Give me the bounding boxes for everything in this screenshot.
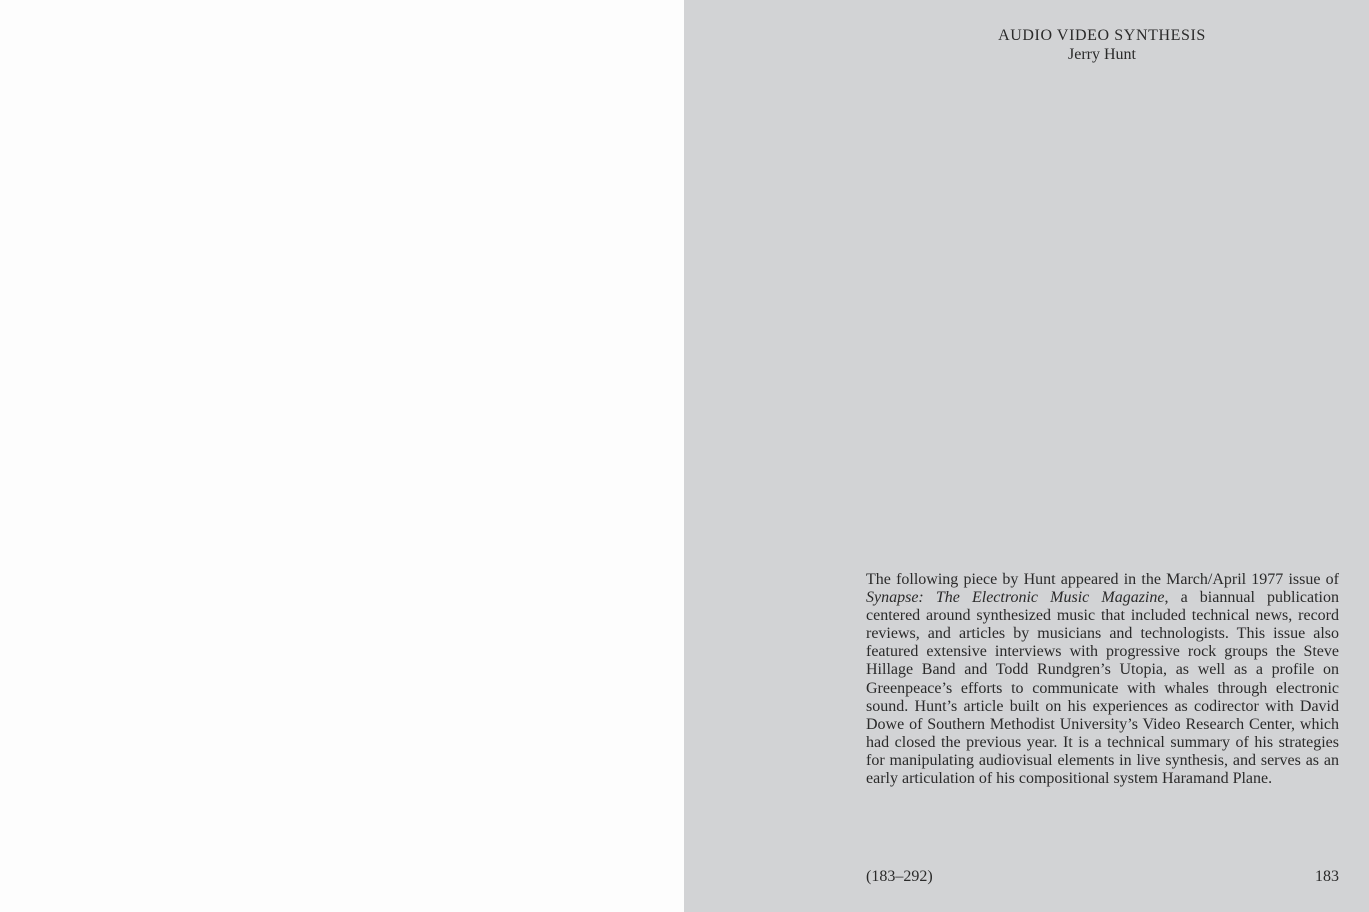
article-author: Jerry Hunt bbox=[1068, 46, 1136, 63]
article-title: AUDIO VIDEO SYNTHESIS bbox=[998, 27, 1206, 44]
right-page bbox=[684, 0, 1369, 912]
publication-title: Synapse: The Electronic Music Magazine bbox=[866, 589, 1165, 607]
intro-paragraph bbox=[866, 571, 1339, 788]
intro-text-part1: The following piece by Hunt appeared in the March/April 1977 issue of bbox=[866, 571, 1339, 588]
intro-text-part2: , a biannual publication centered around synthesized music that included technical news, record reviews, and articles by musicians and technologists. This issue also featured extensive interviews with progressive rock groups the Steve Hillage Band and Todd Rundgren’s Utopia, as well as a profile on Greenpeace’s efforts to communicate with whales through electronic sound. Hunt’s article built on his experiences as codirector with David Dowe of Southern Methodist University’s Video Research Center, which had closed the previous year. It is a technical summary of his strategies for manipulating audiovisual elements in live synthesis, and serves as an early articulation of his compositional system Haramand Plane. bbox=[866, 589, 1339, 788]
page-number: 183 bbox=[1315, 868, 1339, 885]
left-page-blank bbox=[0, 0, 684, 912]
page-range: (183–292) bbox=[866, 868, 933, 885]
article-header bbox=[684, 26, 1369, 64]
